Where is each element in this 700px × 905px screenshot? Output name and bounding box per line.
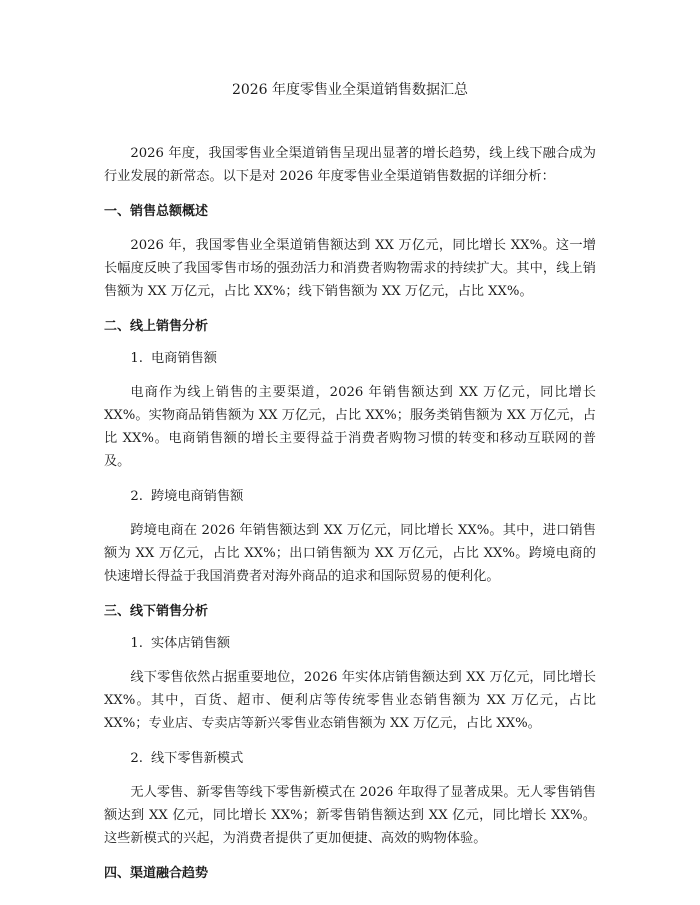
subsection-title: 线下零售新模式 [150,751,244,766]
subsection-heading-3-1 [130,634,596,654]
subsection-title: 实体店销售额 [150,636,231,651]
subsection-title: 跨境电商销售额 [150,489,244,504]
section-heading-1: 一、销售总额概述 [104,204,209,219]
intro-paragraph: 2026 年度，我国零售业全渠道销售呈现出显著的增长趋势，线上线下融合成为行业发展的新常态。以下是对 2026 年度零售业全渠道销售数据的详细分析： [104,146,596,184]
subsection-3-1-paragraph: 线下零售依然占据重要地位，2026 年实体店销售额达到 XX 万亿元，同比增长 XX%。其中，百货、超市、便利店等传统零售业态销售额为 XX 万亿元，占比 XX%；专业店、专卖店等新兴零售业态销售额为 XX 万亿元，占比 XX%。 [104,670,596,731]
subsection-number: 2. [130,751,143,766]
section-heading-2: 二、线上销售分析 [104,319,209,334]
section-1-paragraph: 2026 年，我国零售业全渠道销售额达到 XX 万亿元，同比增长 XX%。这一增长幅度反映了我国零售市场的强劲活力和消费者购物需求的持续扩大。其中，线上销售额为 XX 万亿元，占比 XX%；线下销售额为 XX 万亿元，占比 XX%。 [104,238,596,299]
subsection-2-2-paragraph: 跨境电商在 2026 年销售额达到 XX 万亿元，同比增长 XX%。其中，进口销售额为 XX 万亿元，占比 XX%；出口销售额为 XX 万亿元，占比 XX%。跨境电商的快速增长得益于我国消费者对海外商品的追求和国际贸易的便利化。 [104,523,596,584]
subsection-3-2-paragraph: 无人零售、新零售等线下零售新模式在 2026 年取得了显著成果。无人零售销售额达到 XX 亿元，同比增长 XX%；新零售销售额达到 XX 亿元，同比增长 XX%。这些新模式的兴起，为消费者提供了更加便捷、高效的购物体验。 [104,785,596,846]
section-heading-4: 四、渠道融合趋势 [104,866,209,881]
document-title: 2026 年度零售业全渠道销售数据汇总 [231,82,469,98]
subsection-2-1-paragraph: 电商作为线上销售的主要渠道，2026 年销售额达到 XX 万亿元，同比增长 XX%。实物商品销售额为 XX 万亿元，占比 XX%；服务类销售额为 XX 万亿元，占比 XX%。电商销售额的增长主要得益于消费者购物习惯的转变和移动互联网的普及。 [104,385,596,469]
subsection-number: 1. [130,351,143,366]
section-heading-3: 三、线下销售分析 [104,604,209,619]
subsection-number: 2. [130,489,143,504]
subsection-title: 电商销售额 [150,351,217,366]
subsection-heading-2-2 [130,487,596,507]
subsection-heading-3-2 [130,749,596,769]
subsection-number: 1. [130,636,143,651]
subsection-heading-2-1 [130,349,596,369]
